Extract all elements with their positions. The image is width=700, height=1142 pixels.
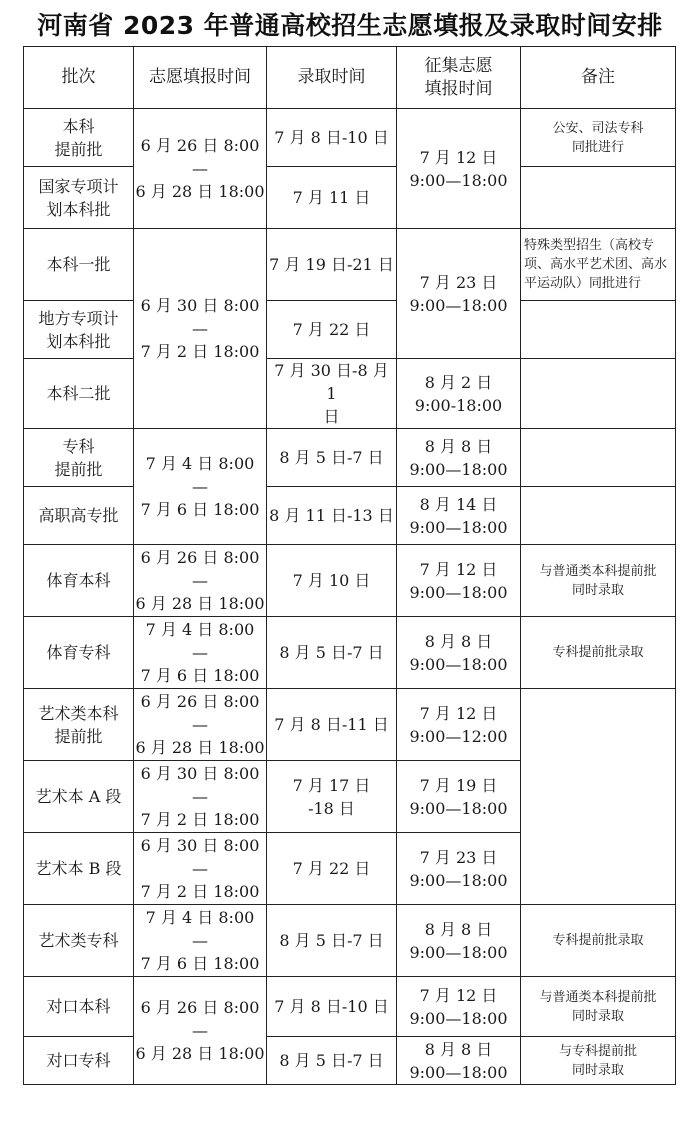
batch-cell: 地方专项计 划本科批	[24, 301, 134, 359]
schedule-table	[23, 46, 676, 1085]
solicit-time-cell: 8 月 8 日 9:00—18:00	[397, 1037, 521, 1085]
table-row	[24, 229, 676, 301]
fill-time-cell: 6 月 30 日 8:00 — 7 月 2 日 18:00	[134, 833, 267, 905]
header-solicit-time: 征集志愿 填报时间	[397, 47, 521, 109]
remark-cell	[521, 167, 676, 229]
table-row	[24, 429, 676, 487]
table-row	[24, 617, 676, 689]
solicit-time-cell: 8 月 2 日 9:00-18:00	[397, 359, 521, 429]
table-row	[24, 359, 676, 429]
solicit-time-cell: 7 月 19 日 9:00—18:00	[397, 761, 521, 833]
table-row	[24, 545, 676, 617]
page-title: 河南省 2023 年普通高校招生志愿填报及录取时间安排	[37, 11, 663, 40]
batch-cell: 本科二批	[24, 359, 134, 429]
admit-time-cell: 7 月 17 日 -18 日	[267, 761, 397, 833]
admit-time-cell: 7 月 10 日	[267, 545, 397, 617]
header-admit-time: 录取时间	[267, 47, 397, 109]
remark-cell: 专科提前批录取	[521, 617, 676, 689]
table-row	[24, 905, 676, 977]
batch-cell: 艺术本 A 段	[24, 761, 134, 833]
admit-time-cell: 7 月 22 日	[267, 833, 397, 905]
fill-time-cell: 6 月 26 日 8:00 — 6 月 28 日 18:00	[134, 977, 267, 1085]
admit-time-cell: 7 月 22 日	[267, 301, 397, 359]
remark-cell	[521, 359, 676, 429]
batch-cell: 国家专项计 划本科批	[24, 167, 134, 229]
remark-cell: 与普通类本科提前批 同时录取	[521, 545, 676, 617]
batch-cell: 体育本科	[24, 545, 134, 617]
remark-cell: 公安、司法专科 同批进行	[521, 109, 676, 167]
remark-cell: 与普通类本科提前批 同时录取	[521, 977, 676, 1037]
table-row	[24, 109, 676, 167]
solicit-time-cell: 8 月 14 日 9:00—18:00	[397, 487, 521, 545]
fill-time-cell: 6 月 30 日 8:00 — 7 月 2 日 18:00	[134, 229, 267, 429]
fill-time-cell: 7 月 4 日 8:00 — 7 月 6 日 18:00	[134, 905, 267, 977]
table-row	[24, 689, 676, 761]
remark-cell	[521, 301, 676, 359]
admit-time-cell: 7 月 8 日-10 日	[267, 977, 397, 1037]
solicit-time-cell: 7 月 23 日 9:00—18:00	[397, 833, 521, 905]
header-batch: 批次	[24, 47, 134, 109]
solicit-time-cell: 8 月 8 日 9:00—18:00	[397, 429, 521, 487]
batch-cell: 高职高专批	[24, 487, 134, 545]
solicit-time-cell: 7 月 12 日 9:00—18:00	[397, 977, 521, 1037]
batch-cell: 艺术类专科	[24, 905, 134, 977]
batch-cell: 对口专科	[24, 1037, 134, 1085]
fill-time-cell: 6 月 26 日 8:00 — 6 月 28 日 18:00	[134, 545, 267, 617]
solicit-time-cell: 8 月 8 日 9:00—18:00	[397, 617, 521, 689]
solicit-time-cell: 7 月 23 日 9:00—18:00	[397, 229, 521, 359]
fill-time-cell: 6 月 26 日 8:00 — 6 月 28 日 18:00	[134, 109, 267, 229]
batch-cell: 对口本科	[24, 977, 134, 1037]
header-row	[24, 47, 676, 109]
header-fill-time: 志愿填报时间	[134, 47, 267, 109]
solicit-time-cell: 8 月 8 日 9:00—18:00	[397, 905, 521, 977]
fill-time-cell: 6 月 30 日 8:00 — 7 月 2 日 18:00	[134, 761, 267, 833]
batch-cell: 艺术本 B 段	[24, 833, 134, 905]
remark-cell: 专科提前批录取	[521, 905, 676, 977]
solicit-time-cell: 7 月 12 日 9:00—18:00	[397, 545, 521, 617]
admit-time-cell: 8 月 11 日-13 日	[267, 487, 397, 545]
remark-cell	[521, 429, 676, 487]
remark-cell	[521, 689, 676, 905]
batch-cell: 体育专科	[24, 617, 134, 689]
solicit-time-cell: 7 月 12 日 9:00—18:00	[397, 109, 521, 229]
solicit-time-cell: 7 月 12 日 9:00—12:00	[397, 689, 521, 761]
admit-time-cell: 7 月 19 日-21 日	[267, 229, 397, 301]
batch-cell: 艺术类本科 提前批	[24, 689, 134, 761]
remark-cell	[521, 487, 676, 545]
table-row	[24, 487, 676, 545]
admit-time-cell: 8 月 5 日-7 日	[267, 429, 397, 487]
batch-cell: 专科 提前批	[24, 429, 134, 487]
admit-time-cell: 7 月 30 日-8 月 1 日	[267, 359, 397, 429]
table-row	[24, 977, 676, 1037]
fill-time-cell: 7 月 4 日 8:00 — 7 月 6 日 18:00	[134, 617, 267, 689]
admit-time-cell: 7 月 8 日-10 日	[267, 109, 397, 167]
table-row	[24, 301, 676, 359]
admit-time-cell: 8 月 5 日-7 日	[267, 617, 397, 689]
batch-cell: 本科 提前批	[24, 109, 134, 167]
batch-cell: 本科一批	[24, 229, 134, 301]
admit-time-cell: 7 月 8 日-11 日	[267, 689, 397, 761]
table-row	[24, 1037, 676, 1085]
admit-time-cell: 7 月 11 日	[267, 167, 397, 229]
remark-cell: 与专科提前批 同时录取	[521, 1037, 676, 1085]
fill-time-cell: 7 月 4 日 8:00 — 7 月 6 日 18:00	[134, 429, 267, 545]
admit-time-cell: 8 月 5 日-7 日	[267, 1037, 397, 1085]
table-row	[24, 167, 676, 229]
fill-time-cell: 6 月 26 日 8:00 — 6 月 28 日 18:00	[134, 689, 267, 761]
header-remarks: 备注	[521, 47, 676, 109]
remark-cell: 特殊类型招生（高校专项、高水平艺术团、高水平运动队）同批进行	[521, 229, 676, 301]
admit-time-cell: 8 月 5 日-7 日	[267, 905, 397, 977]
